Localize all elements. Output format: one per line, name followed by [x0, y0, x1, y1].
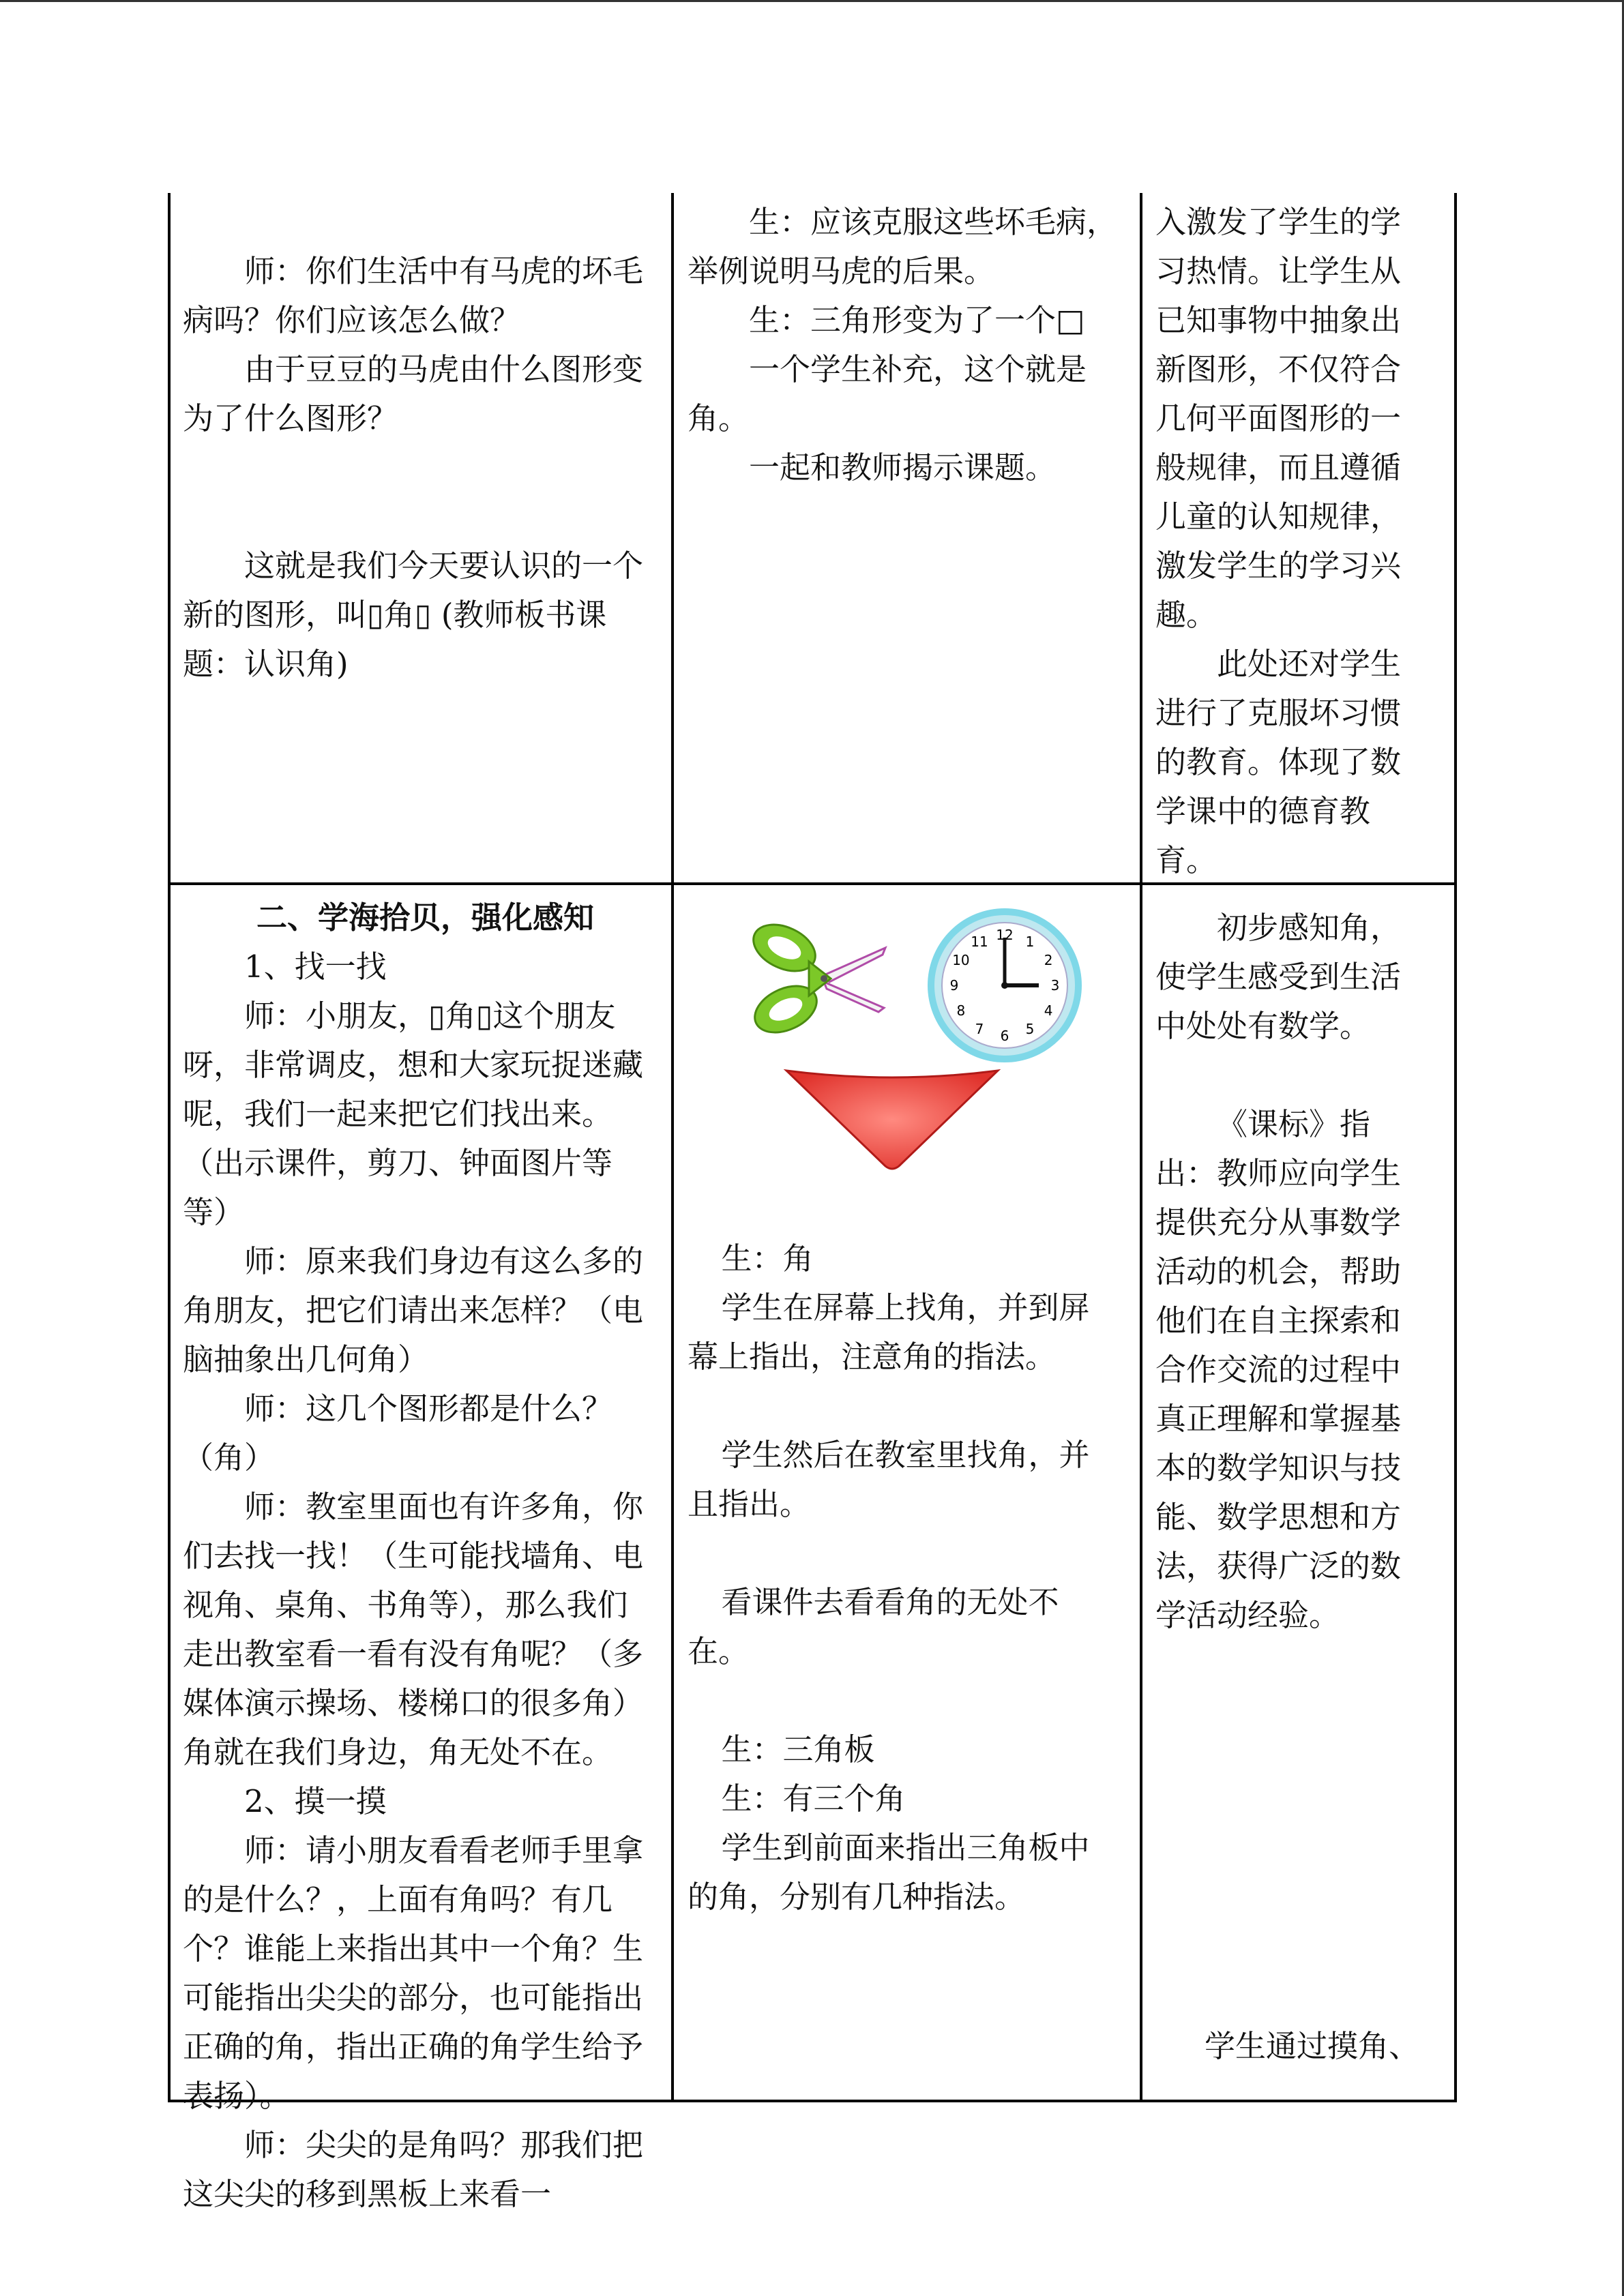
row1-col1-para: 由于豆豆的马虎由什么图形变为了什么图形？ — [183, 351, 644, 436]
illustrations — [688, 893, 1117, 1180]
page-top-edge — [0, 0, 1624, 2]
row2-col1-para: 师：教室里面也有许多角，你们去找一找！（生可能找墙角、电视角、桌角、书角等），那么我们走出教室看一看有没有角呢？（多媒体演示操场、楼梯口的很多角）角就在我们身边，角无处不在。 — [183, 1489, 644, 1770]
clock-number: 7 — [975, 1021, 984, 1038]
row2-col2-para: 生：角 — [721, 1240, 814, 1277]
clock-number: 5 — [1025, 1021, 1035, 1038]
section-heading: 二、学海拾贝，强化感知 — [256, 899, 595, 936]
row2-col2-para: 学生在屏幕上找角，并到屏幕上指出，注意角的指法。 — [688, 1289, 1090, 1375]
clock-number: 2 — [1044, 952, 1053, 968]
row2-col1-para: 师：尖尖的是角吗？那我们把这尖尖的移到黑板上来看一 — [183, 2127, 644, 2212]
row2-col3-para: 学生通过摸角、 — [1205, 2028, 1420, 2064]
clock-number: 4 — [1044, 1002, 1053, 1019]
row1-col2-para: 生：应该克服这些坏毛病，举例说明马虎的后果。 — [688, 204, 1118, 289]
row2-col1-para: 师：请小朋友看看老师手里拿的是什么？，上面有角吗？有几个？谁能上来指出其中一个角？生可能指出尖尖的部分，也可能指出正确的角，指出正确的角学生给予表扬）。 — [183, 1832, 644, 2114]
scissors-icon — [742, 921, 892, 1037]
row1-col3-para: 此处还对学生进行了克服坏习惯的教育。体现了数学课中的德育教育。 — [1155, 646, 1402, 878]
row2-col1-para: 师：原来我们身边有这么多的角朋友，把它们请出来怎样？（电脑抽象出几何角） — [183, 1243, 644, 1377]
clock-number: 1 — [1025, 933, 1035, 950]
row2-col2-para: 学生到前面来指出三角板中的角，分别有几种指法。 — [688, 1830, 1090, 1915]
red-scarf-triangle — [783, 1064, 1001, 1173]
row1-col1-para: 这就是我们今天要认识的一个新的图形，叫▯角▯ (教师板书课题：认识角) — [183, 548, 644, 682]
clock-number: 8 — [956, 1002, 966, 1019]
clock-number: 11 — [971, 933, 988, 950]
row1-col1-para: 师：你们生活中有马虎的坏毛病吗？你们应该怎么做？ — [183, 253, 644, 338]
table-border-left — [168, 193, 171, 2102]
subsection-heading: 2、摸一摸 — [244, 1783, 387, 1819]
row2-col2-para: 生：三角板 — [721, 1731, 875, 1768]
row2-col1-para: 师：这几个图形都是什么？（角） — [183, 1390, 613, 1476]
row1-col2-para: 一起和教师揭示课题。 — [749, 449, 1057, 486]
row2-col1-cell — [183, 893, 647, 2219]
row2-col2-para: 生：有三个角 — [721, 1780, 906, 1817]
row2-col3-para: 初步感知角，使学生感受到生活中处处有数学。 — [1155, 910, 1402, 1044]
row2-col3-para: 《课标》指出：教师应向学生提供充分从事数学活动的机会，帮助他们在自主探索和合作交流的过程中真正理解和掌握基本的数学知识与技能、数学思想和方法，获得广泛的数学活动经验。 — [1155, 1106, 1402, 1633]
row2-col3-cell — [1155, 904, 1428, 2064]
clock-number: 10 — [952, 952, 970, 968]
table-border-right — [1454, 193, 1457, 2102]
row2-col2-para: 看课件去看看角的无处不在。 — [688, 1584, 1059, 1669]
row1-col1-cell — [183, 198, 647, 689]
table-border-col1 — [671, 193, 674, 2102]
clock-number: 9 — [949, 977, 959, 994]
row1-col2-para: 生：三角形变为了一个□ — [749, 302, 1085, 338]
row2-col1-para: 师：小朋友，▯角▯这个朋友呀，非常调皮，想和大家玩捉迷藏呢，我们一起来把它们找出来。（出示课件，剪刀、钟面图片等等） — [183, 998, 644, 1230]
row1-col3-para: 入激发了学生的学习热情。让学生从已知事物中抽象出新图形，不仅符合几何平面图形的一般规律，而且遵循儿童的认知规律，激发学生的学习兴趣。 — [1155, 204, 1402, 633]
row1-col3-cell — [1155, 198, 1428, 885]
row2-col2-para: 学生然后在教室里找角，并且指出。 — [688, 1437, 1090, 1522]
table-border-col2 — [1140, 193, 1142, 2102]
subsection-heading: 1、找一找 — [244, 949, 387, 985]
clock-icon — [926, 907, 1083, 1064]
clock-number: 12 — [996, 927, 1014, 943]
clock-number: 3 — [1050, 977, 1060, 994]
row1-col2-para: 一个学生补充，这个就是角。 — [688, 351, 1087, 436]
row2-col2-cell — [688, 893, 1117, 1922]
row1-col2-cell — [688, 198, 1117, 492]
clock-number: 6 — [1000, 1028, 1009, 1044]
